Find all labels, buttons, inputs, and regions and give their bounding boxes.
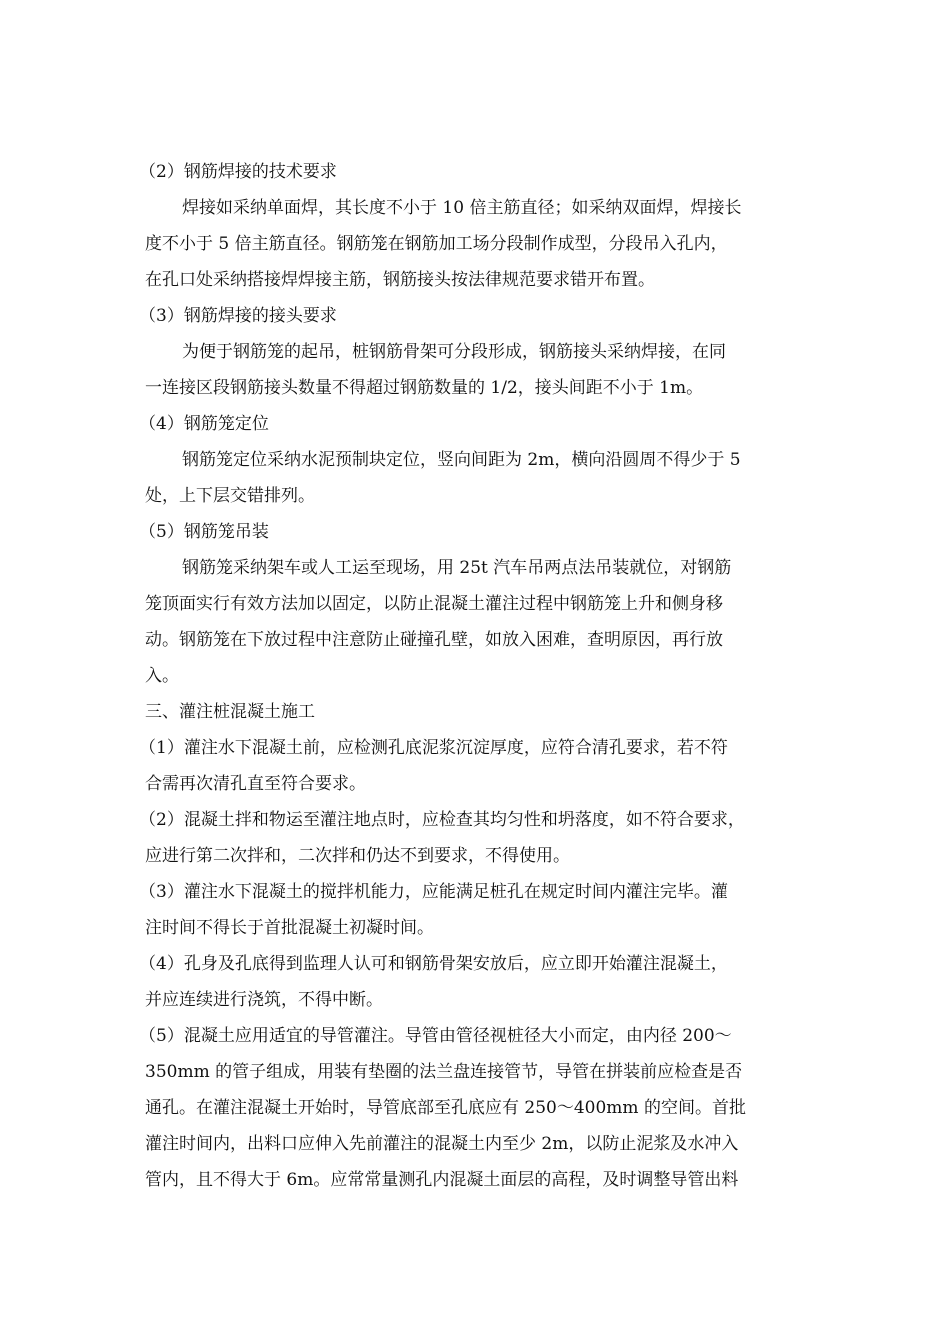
paragraph-line: 灌注时间内，出料口应伸入先前灌注的混凝土内至少 2m，以防止泥浆及水冲入 xyxy=(145,1134,739,1154)
list-item-5: （5）混凝土应用适宜的导管灌注。导管由管径视桩径大小而定，由内径 200～ xyxy=(139,1026,732,1046)
paragraph-line: 在孔口处采纳搭接焊焊接主筋，钢筋接头按法律规范要求错开布置。 xyxy=(145,270,655,290)
paragraph-line: 钢筋笼定位采纳水泥预制块定位，竖向间距为 2m，横向沿圆周不得少于 5 xyxy=(182,450,741,470)
list-item-1: （1）灌注水下混凝土前，应检测孔底泥浆沉淀厚度，应符合清孔要求，若不符 xyxy=(139,738,728,758)
paragraph-line: 为便于钢筋笼的起吊，桩钢筋骨架可分段形成，钢筋接头采纳焊接，在同 xyxy=(182,342,726,362)
paragraph-line: 通孔。在灌注混凝土开始时，导管底部至孔底应有 250～400mm 的空间。首批 xyxy=(145,1098,746,1118)
paragraph-line: 入。 xyxy=(145,666,179,686)
list-item-4: （4）孔身及孔底得到监理人认可和钢筋骨架安放后，应立即开始灌注混凝土， xyxy=(139,954,728,974)
document-body xyxy=(139,154,817,1198)
paragraph-line: 处，上下层交错排列。 xyxy=(145,486,315,506)
list-item-3: （3）灌注水下混凝土的搅拌机能力，应能满足桩孔在规定时间内灌注完毕。灌 xyxy=(139,882,728,902)
paragraph-line: 动。钢筋笼在下放过程中注意防止碰撞孔壁，如放入困难，查明原因，再行放 xyxy=(145,630,723,650)
paragraph-line: 钢筋笼采纳架车或人工运至现场，用 25t 汽车吊两点法吊装就位，对钢筋 xyxy=(182,558,732,578)
chapter-heading-concrete: 三、灌注桩混凝土施工 xyxy=(145,702,315,722)
paragraph-line: 度不小于 5 倍主筋直径。钢筋笼在钢筋加工场分段制作成型，分段吊入孔内， xyxy=(145,234,728,254)
paragraph-line: 焊接如采纳单面焊，其长度不小于 10 倍主筋直径；如采纳双面焊，焊接长 xyxy=(182,198,742,218)
section-heading-welding-joint: （3）钢筋焊接的接头要求 xyxy=(139,306,337,326)
paragraph-line: 注时间不得长于首批混凝土初凝时间。 xyxy=(145,918,434,938)
paragraph-line: 管内，且不得大于 6m。应常常量测孔内混凝土面层的高程，及时调整导管出料 xyxy=(145,1170,739,1190)
section-heading-welding-technical: （2）钢筋焊接的技术要求 xyxy=(139,162,337,182)
paragraph-line: 350mm 的管子组成，用装有垫圈的法兰盘连接管节，导管在拼装前应检查是否 xyxy=(145,1062,743,1082)
paragraph-line: 笼顶面实行有效方法加以固定，以防止混凝土灌注过程中钢筋笼上升和侧身移 xyxy=(145,594,723,614)
paragraph-line: 并应连续进行浇筑，不得中断。 xyxy=(145,990,383,1010)
section-heading-cage-positioning: （4）钢筋笼定位 xyxy=(139,414,269,434)
paragraph-line: 一连接区段钢筋接头数量不得超过钢筋数量的 1/2，接头间距不小于 1m。 xyxy=(145,378,704,398)
paragraph-line: 应进行第二次拌和，二次拌和仍达不到要求，不得使用。 xyxy=(145,846,570,866)
paragraph-line: 合需再次清孔直至符合要求。 xyxy=(145,774,366,794)
section-heading-cage-hoisting: （5）钢筋笼吊装 xyxy=(139,522,269,542)
list-item-2: （2）混凝土拌和物运至灌注地点时，应检查其均匀性和坍落度，如不符合要求， xyxy=(139,810,745,830)
